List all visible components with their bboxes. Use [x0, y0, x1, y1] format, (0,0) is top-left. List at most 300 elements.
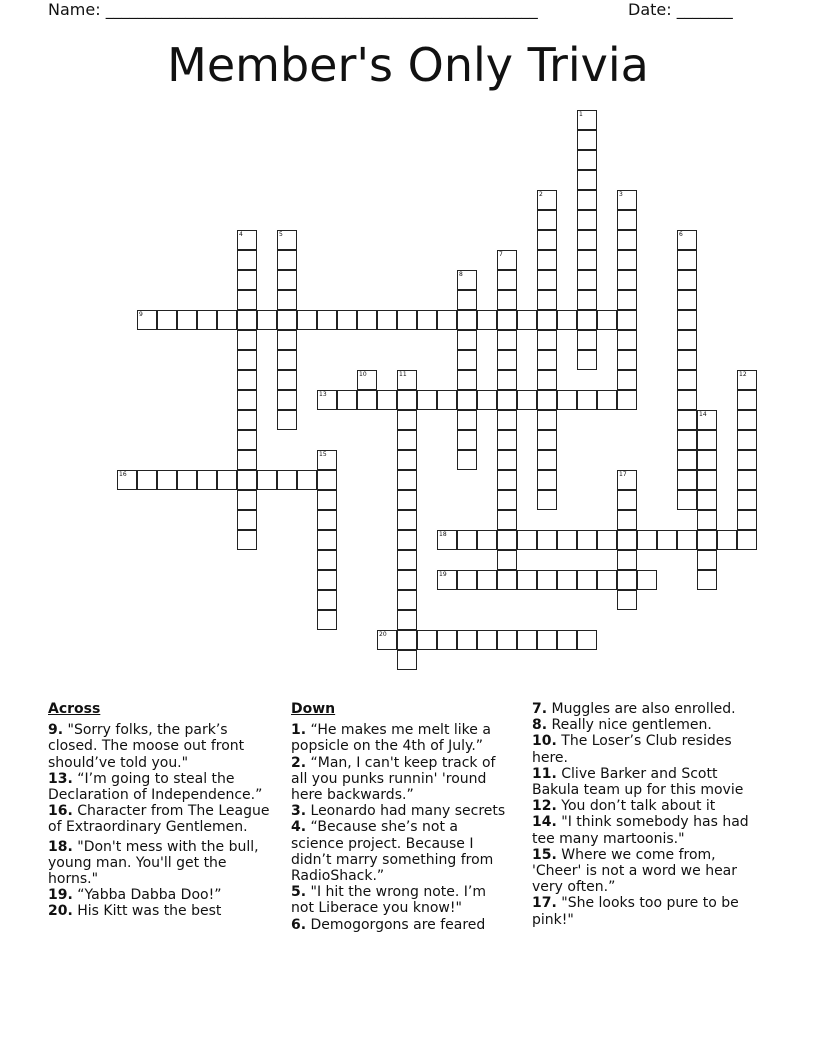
grid-cell[interactable]: [577, 530, 597, 550]
grid-cell[interactable]: [617, 270, 637, 290]
grid-cell[interactable]: [317, 510, 337, 530]
grid-cell[interactable]: [317, 490, 337, 510]
grid-cell[interactable]: [677, 250, 697, 270]
grid-cell[interactable]: [497, 410, 517, 430]
grid-cell[interactable]: [677, 350, 697, 370]
grid-cell[interactable]: [277, 390, 297, 410]
grid-cell[interactable]: [497, 430, 517, 450]
grid-cell[interactable]: [417, 310, 437, 330]
clue-number: 17: [619, 471, 627, 478]
grid-cell[interactable]: [277, 230, 297, 250]
grid-cell[interactable]: [477, 310, 497, 330]
grid-cell[interactable]: [377, 390, 397, 410]
grid-cell[interactable]: [537, 490, 557, 510]
grid-cell[interactable]: [617, 590, 637, 610]
grid-cell[interactable]: [397, 550, 417, 570]
grid-cell[interactable]: [697, 570, 717, 590]
grid-cell[interactable]: [497, 350, 517, 370]
grid-cell[interactable]: [617, 510, 637, 530]
clue-text: "She looks too pure to be pink!": [532, 895, 739, 928]
grid-cell[interactable]: [617, 570, 637, 590]
clue-number: 19: [439, 571, 447, 578]
grid-cell[interactable]: [557, 390, 577, 410]
grid-cell[interactable]: [317, 550, 337, 570]
grid-cell[interactable]: [577, 110, 597, 130]
grid-cell[interactable]: [457, 310, 477, 330]
grid-cell[interactable]: [497, 330, 517, 350]
grid-cell[interactable]: [617, 390, 637, 410]
grid-cell[interactable]: [377, 630, 397, 650]
clue-number: 9: [139, 311, 143, 318]
grid-cell[interactable]: [257, 310, 277, 330]
grid-cell[interactable]: [457, 570, 477, 590]
grid-cell[interactable]: [237, 450, 257, 470]
grid-cell[interactable]: [737, 490, 757, 510]
grid-cell[interactable]: [677, 430, 697, 450]
grid-cell[interactable]: [537, 230, 557, 250]
grid-cell[interactable]: [577, 330, 597, 350]
clue-num: 1.: [291, 722, 307, 739]
grid-cell[interactable]: [617, 490, 637, 510]
clue-num: 2.: [291, 754, 307, 771]
clue-item: [48, 803, 270, 835]
grid-cell[interactable]: [457, 350, 477, 370]
grid-cell[interactable]: [537, 250, 557, 270]
grid-cell[interactable]: [197, 470, 217, 490]
grid-cell[interactable]: [677, 270, 697, 290]
grid-cell[interactable]: [537, 430, 557, 450]
grid-cell[interactable]: [577, 570, 597, 590]
grid-cell[interactable]: [677, 290, 697, 310]
grid-cell[interactable]: [457, 530, 477, 550]
grid-cell[interactable]: [417, 390, 437, 410]
grid-cell[interactable]: [277, 330, 297, 350]
grid-cell[interactable]: [397, 410, 417, 430]
grid-cell[interactable]: [537, 190, 557, 210]
clue-num: 19.: [48, 887, 73, 904]
grid-cell[interactable]: [537, 450, 557, 470]
grid-cell[interactable]: [157, 310, 177, 330]
clue-num: 12.: [532, 798, 557, 815]
clue-number: 7: [499, 251, 503, 258]
clue-number: 14: [699, 411, 707, 418]
grid-cell[interactable]: [617, 470, 637, 490]
grid-cell[interactable]: [237, 270, 257, 290]
grid-cell[interactable]: [737, 410, 757, 430]
clue-text: You don’t talk about it: [556, 798, 716, 815]
grid-cell[interactable]: [397, 610, 417, 630]
grid-cell[interactable]: [557, 570, 577, 590]
down-heading: Down: [291, 701, 336, 717]
grid-cell[interactable]: [597, 310, 617, 330]
grid-cell[interactable]: [677, 450, 697, 470]
grid-cell[interactable]: [397, 450, 417, 470]
grid-cell[interactable]: [397, 590, 417, 610]
grid-cell[interactable]: [637, 570, 657, 590]
down-clues-continued: [532, 701, 762, 928]
grid-cell[interactable]: [397, 310, 417, 330]
grid-cell[interactable]: [577, 150, 597, 170]
grid-cell[interactable]: [497, 270, 517, 290]
grid-cell[interactable]: [457, 270, 477, 290]
grid-cell[interactable]: [597, 570, 617, 590]
grid-cell[interactable]: [677, 470, 697, 490]
grid-cell[interactable]: [697, 510, 717, 530]
grid-cell[interactable]: [737, 390, 757, 410]
grid-cell[interactable]: [357, 390, 377, 410]
clue-text: “He makes me melt like a popsicle on the 4th of July.”: [291, 722, 491, 755]
grid-cell[interactable]: [337, 390, 357, 410]
grid-cell[interactable]: [397, 470, 417, 490]
grid-cell[interactable]: [577, 230, 597, 250]
grid-cell[interactable]: [677, 370, 697, 390]
grid-cell[interactable]: [697, 530, 717, 550]
grid-cell[interactable]: [497, 390, 517, 410]
grid-cell[interactable]: [377, 310, 397, 330]
clue-item: [291, 884, 513, 916]
clue-text: “Yabba Dabba Doo!”: [72, 887, 222, 904]
grid-cell[interactable]: [497, 470, 517, 490]
clue-text: "I hit the wrong note. I’m not Liberace you know!": [291, 884, 486, 917]
grid-cell[interactable]: [557, 310, 577, 330]
grid-cell[interactable]: [317, 390, 337, 410]
grid-cell[interactable]: [697, 430, 717, 450]
grid-cell[interactable]: [297, 470, 317, 490]
grid-cell[interactable]: [557, 530, 577, 550]
clue-text: “I’m going to steal the Declaration of Independence.”: [48, 770, 263, 804]
clue-num: 8.: [532, 717, 548, 734]
clue-item: [291, 755, 513, 804]
grid-cell[interactable]: [457, 330, 477, 350]
clue-item: [532, 717, 762, 733]
clue-num: 4.: [291, 819, 307, 836]
clue-num: 6.: [291, 916, 307, 933]
grid-cell[interactable]: [177, 310, 197, 330]
grid-cell[interactable]: [537, 330, 557, 350]
grid-cell[interactable]: [737, 370, 757, 390]
grid-cell[interactable]: [697, 410, 717, 430]
down-clues: [291, 701, 513, 933]
grid-cell[interactable]: [397, 490, 417, 510]
grid-cell[interactable]: [477, 570, 497, 590]
grid-cell[interactable]: [217, 470, 237, 490]
grid-cell[interactable]: [577, 250, 597, 270]
clue-num: 10.: [532, 733, 557, 750]
clue-item: [48, 839, 270, 888]
grid-cell[interactable]: [237, 470, 257, 490]
grid-cell[interactable]: [577, 210, 597, 230]
grid-cell[interactable]: [677, 490, 697, 510]
grid-cell[interactable]: [517, 570, 537, 590]
grid-cell[interactable]: [497, 630, 517, 650]
grid-cell[interactable]: [497, 370, 517, 390]
grid-cell[interactable]: [577, 290, 597, 310]
date-label: Date:: [628, 0, 672, 19]
grid-cell[interactable]: [277, 370, 297, 390]
grid-cell[interactable]: [237, 430, 257, 450]
grid-cell[interactable]: [197, 310, 217, 330]
clue-item: [48, 887, 270, 903]
clue-number: 20: [379, 631, 387, 638]
clue-item: [532, 766, 762, 798]
grid-cell[interactable]: [237, 490, 257, 510]
grid-cell[interactable]: [717, 530, 737, 550]
grid-cell[interactable]: [277, 470, 297, 490]
grid-cell[interactable]: [277, 410, 297, 430]
grid-cell[interactable]: [317, 310, 337, 330]
grid-cell[interactable]: [417, 630, 437, 650]
grid-cell[interactable]: [617, 290, 637, 310]
grid-cell[interactable]: [537, 530, 557, 550]
grid-cell[interactable]: [497, 490, 517, 510]
grid-cell[interactable]: [697, 450, 717, 470]
clue-number: 5: [279, 231, 283, 238]
grid-cell[interactable]: [537, 630, 557, 650]
clue-text: Muggles are also enrolled.: [547, 701, 736, 717]
down-clue-list-2: [532, 701, 762, 928]
grid-cell[interactable]: [577, 130, 597, 150]
grid-cell[interactable]: [537, 350, 557, 370]
grid-cell[interactable]: [537, 210, 557, 230]
grid-cell[interactable]: [597, 530, 617, 550]
grid-cell[interactable]: [537, 410, 557, 430]
grid-cell[interactable]: [277, 290, 297, 310]
grid-cell[interactable]: [457, 290, 477, 310]
grid-cell[interactable]: [497, 250, 517, 270]
clue-number: 11: [399, 371, 407, 378]
grid-cell[interactable]: [437, 310, 457, 330]
grid-cell[interactable]: [457, 630, 477, 650]
clue-text: "Sorry folks, the park’s closed. The moose out front should’ve told you.": [48, 722, 245, 771]
grid-cell[interactable]: [397, 530, 417, 550]
grid-cell[interactable]: [677, 330, 697, 350]
grid-cell[interactable]: [457, 450, 477, 470]
grid-cell[interactable]: [497, 510, 517, 530]
grid-cell[interactable]: [577, 310, 597, 330]
grid-cell[interactable]: [577, 630, 597, 650]
grid-cell[interactable]: [477, 530, 497, 550]
grid-cell[interactable]: [237, 410, 257, 430]
grid-cell[interactable]: [537, 390, 557, 410]
grid-cell[interactable]: [617, 250, 637, 270]
clue-number: 2: [539, 191, 543, 198]
clue-number: 8: [459, 271, 463, 278]
grid-cell[interactable]: [697, 470, 717, 490]
grid-cell[interactable]: [497, 310, 517, 330]
clue-number: 6: [679, 231, 683, 238]
grid-cell[interactable]: [277, 350, 297, 370]
grid-cell[interactable]: [617, 230, 637, 250]
grid-cell[interactable]: [637, 530, 657, 550]
grid-cell[interactable]: [317, 590, 337, 610]
grid-cell[interactable]: [437, 570, 457, 590]
grid-cell[interactable]: [497, 290, 517, 310]
grid-cell[interactable]: [577, 270, 597, 290]
grid-cell[interactable]: [677, 530, 697, 550]
grid-cell[interactable]: [237, 230, 257, 250]
name-label: Name:: [48, 0, 101, 19]
clue-item: [532, 847, 762, 896]
grid-cell[interactable]: [277, 250, 297, 270]
grid-cell[interactable]: [357, 370, 377, 390]
grid-cell[interactable]: [237, 390, 257, 410]
grid-cell[interactable]: [457, 370, 477, 390]
clue-item: [532, 895, 762, 927]
clue-item: [48, 722, 270, 771]
clue-num: 15.: [532, 846, 557, 863]
grid-cell[interactable]: [517, 530, 537, 550]
grid-cell[interactable]: [517, 310, 537, 330]
clue-item: [291, 819, 513, 884]
grid-cell[interactable]: [397, 650, 417, 670]
grid-cell[interactable]: [617, 370, 637, 390]
grid-cell[interactable]: [617, 330, 637, 350]
clue-item: [532, 701, 762, 717]
grid-cell[interactable]: [237, 530, 257, 550]
grid-cell[interactable]: [397, 570, 417, 590]
grid-cell[interactable]: [277, 270, 297, 290]
grid-cell[interactable]: [677, 390, 697, 410]
grid-cell[interactable]: [617, 210, 637, 230]
grid-cell[interactable]: [457, 390, 477, 410]
grid-cell[interactable]: [237, 350, 257, 370]
clue-item: [532, 733, 762, 765]
grid-cell[interactable]: [317, 570, 337, 590]
grid-cell[interactable]: [737, 450, 757, 470]
clue-num: 20.: [48, 903, 73, 920]
grid-cell[interactable]: [157, 470, 177, 490]
grid-cell[interactable]: [497, 450, 517, 470]
grid-cell[interactable]: [317, 450, 337, 470]
grid-cell[interactable]: [177, 470, 197, 490]
grid-cell[interactable]: [497, 570, 517, 590]
clue-item: [291, 722, 513, 754]
grid-cell[interactable]: [577, 170, 597, 190]
clue-num: 3.: [291, 803, 307, 820]
clue-item: [48, 903, 270, 919]
clue-num: 17.: [532, 895, 557, 912]
grid-cell[interactable]: [237, 310, 257, 330]
clue-number: 4: [239, 231, 243, 238]
grid-cell[interactable]: [597, 390, 617, 410]
grid-cell[interactable]: [477, 630, 497, 650]
grid-cell[interactable]: [397, 370, 417, 390]
clue-text: "I think somebody has had tee many martoonis.": [532, 814, 749, 847]
grid-cell[interactable]: [397, 390, 417, 410]
clue-num: 16.: [48, 803, 73, 820]
grid-cell[interactable]: [617, 350, 637, 370]
clue-text: Leonardo had many secrets: [306, 803, 506, 820]
grid-cell[interactable]: [397, 630, 417, 650]
grid-cell[interactable]: [277, 310, 297, 330]
grid-cell[interactable]: [337, 310, 357, 330]
grid-cell[interactable]: [497, 530, 517, 550]
grid-cell[interactable]: [617, 550, 637, 570]
clue-number: 16: [119, 471, 127, 478]
grid-cell[interactable]: [517, 630, 537, 650]
grid-cell[interactable]: [657, 530, 677, 550]
grid-cell[interactable]: [137, 470, 157, 490]
grid-cell[interactable]: [737, 530, 757, 550]
grid-cell[interactable]: [457, 410, 477, 430]
grid-cell[interactable]: [497, 550, 517, 570]
grid-cell[interactable]: [617, 530, 637, 550]
grid-cell[interactable]: [577, 190, 597, 210]
grid-cell[interactable]: [537, 310, 557, 330]
grid-cell[interactable]: [477, 390, 497, 410]
grid-cell[interactable]: [457, 430, 477, 450]
clue-item: [48, 771, 270, 803]
grid-cell[interactable]: [677, 230, 697, 250]
clue-item: [291, 917, 513, 933]
clue-num: 5.: [291, 884, 307, 901]
clue-number: 13: [319, 391, 327, 398]
grid-cell[interactable]: [317, 530, 337, 550]
grid-cell[interactable]: [297, 310, 317, 330]
clue-item: [532, 814, 762, 846]
clue-item: [532, 798, 762, 814]
grid-cell[interactable]: [217, 310, 237, 330]
grid-cell[interactable]: [737, 470, 757, 490]
grid-cell[interactable]: [237, 290, 257, 310]
clue-num: 7.: [532, 701, 548, 717]
grid-cell[interactable]: [557, 630, 577, 650]
clue-num: 18.: [48, 838, 73, 855]
grid-cell[interactable]: [677, 410, 697, 430]
grid-cell[interactable]: [317, 610, 337, 630]
grid-cell[interactable]: [117, 470, 137, 490]
grid-cell[interactable]: [137, 310, 157, 330]
grid-cell[interactable]: [397, 430, 417, 450]
grid-cell[interactable]: [237, 330, 257, 350]
grid-cell[interactable]: [537, 290, 557, 310]
grid-cell[interactable]: [537, 270, 557, 290]
clue-number: 10: [359, 371, 367, 378]
grid-cell[interactable]: [357, 310, 377, 330]
date-line[interactable]: _______: [676, 0, 733, 19]
grid-cell[interactable]: [737, 430, 757, 450]
grid-cell[interactable]: [697, 550, 717, 570]
grid-cell[interactable]: [577, 350, 597, 370]
grid-cell[interactable]: [237, 510, 257, 530]
grid-cell[interactable]: [537, 470, 557, 490]
name-line[interactable]: ______________________________________________________: [105, 0, 538, 19]
grid-cell[interactable]: [617, 190, 637, 210]
grid-cell[interactable]: [257, 470, 277, 490]
grid-cell[interactable]: [737, 510, 757, 530]
grid-cell[interactable]: [517, 390, 537, 410]
grid-cell[interactable]: [537, 570, 557, 590]
grid-cell[interactable]: [697, 490, 717, 510]
grid-cell[interactable]: [237, 250, 257, 270]
clue-text: Character from The League of Extraordinary Gentlemen.: [48, 803, 270, 836]
grid-cell[interactable]: [437, 630, 457, 650]
grid-cell[interactable]: [437, 530, 457, 550]
grid-cell[interactable]: [537, 370, 557, 390]
clue-num: 13.: [48, 770, 73, 787]
grid-cell[interactable]: [397, 510, 417, 530]
clue-num: 11.: [532, 765, 557, 782]
clue-text: Demogorgons are feared: [306, 916, 486, 933]
clue-text: The Loser’s Club resides here.: [532, 733, 732, 766]
grid-cell[interactable]: [577, 390, 597, 410]
across-clue-list: [48, 722, 270, 919]
grid-cell[interactable]: [617, 310, 637, 330]
grid-cell[interactable]: [317, 470, 337, 490]
grid-cell[interactable]: [677, 310, 697, 330]
grid-cell[interactable]: [437, 390, 457, 410]
grid-cell[interactable]: [237, 370, 257, 390]
